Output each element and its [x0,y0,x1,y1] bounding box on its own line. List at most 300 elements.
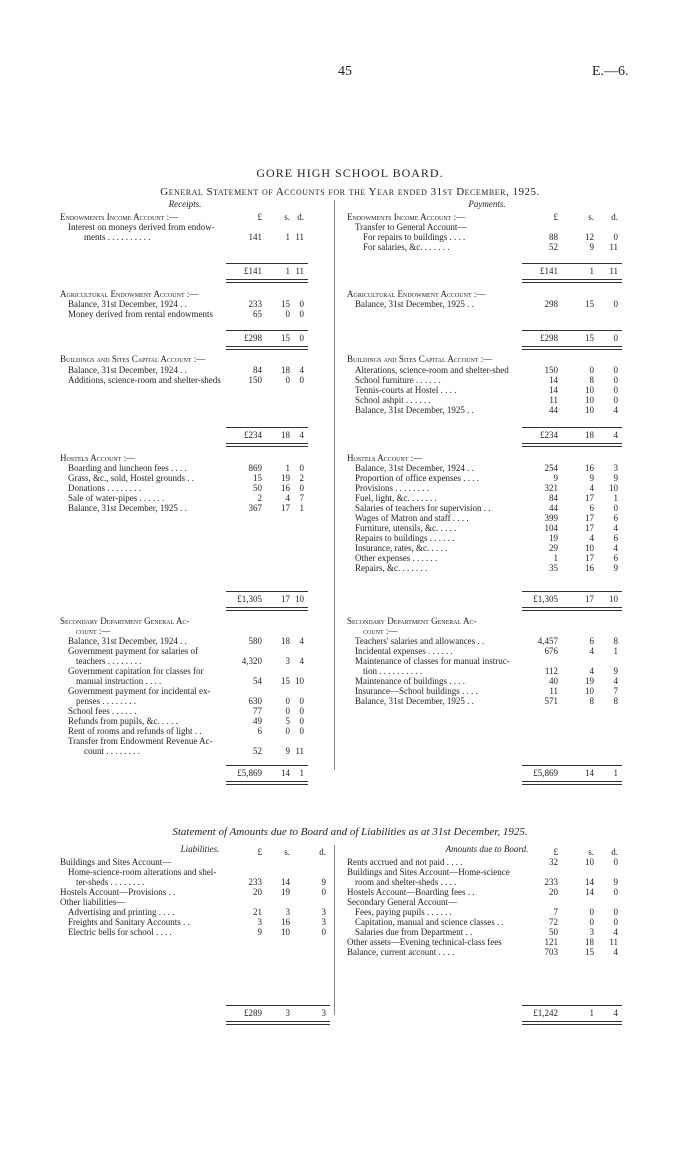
pence-value: 8 [613,696,618,706]
pence-value: 7 [613,686,618,696]
shillings-value: 0 [285,706,290,716]
pence-value: 10 [609,483,618,493]
pence-value: 0 [613,333,618,343]
line-item-label: Balance, 31st December, 1925 . . [355,300,474,309]
shillings-value: 9 [589,242,594,252]
shillings-value: 3 [285,1008,290,1018]
pounds-value: 29 [549,543,558,553]
pence-value: 1 [613,493,618,503]
line-item-label: Additions, science-room and shelter-sheds [68,376,221,385]
line-item-label: Salaries due from Department . . [355,928,473,937]
pence-value: 11 [609,242,618,252]
line-item-label: Advertising and printing . . . . [68,908,175,917]
total-rule [522,427,622,428]
pence-value: 1 [299,768,304,778]
line-item-label: Provisions . . . . . . . . [355,484,430,493]
line-item-label: Furniture, utensils, &c. . . . . [355,524,457,533]
pounds-value: 321 [544,483,558,493]
pounds-value: £5,869 [533,768,558,778]
shillings-value: 15 [585,947,594,957]
pence-value: 4 [613,523,618,533]
line-item-label: Boarding and luncheon fees . . . . [68,464,187,473]
pounds-value: 104 [544,523,558,533]
total-rule [226,591,308,592]
line-item-label: For repairs to buildings . . . . [363,233,466,242]
line-item-label: Donations . . . . . . . . [68,484,141,493]
column-divider [334,200,335,770]
shillings-value: 8 [589,375,594,385]
pounds-value: £1,305 [237,594,262,604]
total-double-rule [522,1021,622,1025]
line-item-label: Hostels Account—Boarding fees . . [347,888,475,897]
payments-heading: Payments. [468,199,506,209]
pence-value: 0 [299,333,304,343]
page-title: GORE HIGH SCHOOL BOARD. [256,166,444,180]
pence-value: 0 [299,716,304,726]
shillings-value: 1 [285,266,290,276]
pounds-value: 11 [549,395,558,405]
pence-value: 10 [609,594,618,604]
line-item-label: For salaries, &c. . . . . . . [363,243,450,252]
total-rule [522,1005,622,1006]
pounds-value: 6 [257,726,262,736]
liabilities-statement-title: Statement of Amounts due to Board and of Liabilities as at 31st December, 1925. [172,826,528,838]
pounds-value: 54 [253,676,262,686]
pounds-header: £ [257,212,262,222]
pence-value: 0 [613,857,618,867]
total-double-rule [226,781,308,785]
line-item-label: School fees . . . . . . [68,707,137,716]
line-item-label: Repairs to buildings . . . . . . [355,534,455,543]
line-item-label: Hostels Account—Provisions . . [60,888,176,897]
shillings-value: 14 [585,887,594,897]
pounds-value: 580 [248,636,262,646]
line-item-label: Tennis-courts at Hostel . . . . [355,386,457,395]
pounds-value: 35 [549,563,558,573]
pence-value: 11 [295,232,304,242]
line-item-label: Balance, 31st December, 1925 . . [68,504,187,513]
line-item-label: Government payment for incidental ex- [68,687,211,696]
pence-value: 11 [609,266,618,276]
line-item-label: Secondary Department General Ac- [347,617,477,626]
shillings-value: 1 [285,232,290,242]
line-item-label: penses . . . . . . . . [76,697,136,706]
pounds-value: 571 [544,696,558,706]
line-item-label: Maintenance of buildings . . . . [355,677,465,686]
pounds-value: 233 [248,299,262,309]
line-item-label: Hostels Account :— [60,454,136,463]
pence-value: 9 [613,666,618,676]
pence-value: 10 [295,594,304,604]
pounds-value: 44 [549,405,558,415]
shillings-value: 17 [585,513,594,523]
pence-value: 4 [613,430,618,440]
pence-value: 9 [321,877,326,887]
shillings-value: 0 [589,365,594,375]
line-item-label: Home-science-room alterations and shel- [68,868,217,877]
line-item-label: count :— [363,627,398,636]
shillings-value: 4 [589,483,594,493]
column-divider [334,845,335,1015]
line-item-label: Balance, 31st December, 1925 . . [355,697,474,706]
pence-header: d. [297,212,304,222]
line-item-label: Insurance, rates, &c. . . . . [355,544,448,553]
line-item-label: Buildings and Sites Account— [60,858,172,867]
shillings-value: 15 [585,333,594,343]
line-item-label: Balance, 31st December, 1924 . . [68,300,187,309]
line-item-label: Endowments Income Account :— [347,213,466,222]
line-item-label: count :— [76,627,111,636]
pounds-value: £298 [244,333,262,343]
shillings-value: 5 [285,716,290,726]
pounds-value: 40 [549,676,558,686]
shillings-value: 17 [585,553,594,563]
line-item-label: Other liabilities— [60,898,126,907]
pence-value: 0 [613,232,618,242]
total-rule [522,263,622,264]
pence-value: 0 [613,395,618,405]
pounds-value: £141 [540,266,558,276]
pence-value: 3 [321,907,326,917]
pence-value: 0 [299,463,304,473]
total-double-rule [522,781,622,785]
shillings-value: 16 [585,563,594,573]
amounts-due-heading: Amounts due to Board. [445,844,529,854]
line-item-label: ments . . . . . . . . . . [84,233,151,242]
line-item-label: count . . . . . . . . [84,747,140,756]
line-item-label: Government capitation for classes for [68,667,204,676]
pence-value: 0 [299,299,304,309]
line-item-label: Transfer to General Account— [355,223,467,232]
shillings-value: 3 [285,907,290,917]
pence-value: 4 [299,656,304,666]
shillings-value: 19 [281,887,290,897]
page-reference: E.—6. [592,64,629,79]
shillings-value: 8 [589,696,594,706]
shillings-value: 6 [589,636,594,646]
shillings-value: 1 [589,1008,594,1018]
pence-value: 8 [613,636,618,646]
shillings-value: 15 [585,299,594,309]
shillings-value: 17 [281,503,290,513]
total-rule [226,765,308,766]
line-item-label: Money derived from rental endowments [68,310,213,319]
pence-value: 11 [609,937,618,947]
line-item-label: Secondary General Account— [347,898,457,907]
liabilities-heading: Liabilities. [180,844,220,854]
pence-value: 0 [299,696,304,706]
shillings-value: 0 [285,375,290,385]
line-item-label: room and shelter-sheds . . . . [355,878,457,887]
pounds-value: £5,869 [237,768,262,778]
line-item-label: Grass, &c., sold, Hostel grounds . . [68,474,194,483]
line-item-label: Repairs, &c. . . . . . . [355,564,428,573]
pounds-value: 88 [549,232,558,242]
line-item-label: Interest on moneys derived from endow- [68,223,215,232]
pounds-value: 2 [257,493,262,503]
pence-value: 0 [613,385,618,395]
pounds-value: 233 [248,877,262,887]
shillings-value: 10 [281,927,290,937]
pounds-value: 254 [544,463,558,473]
shillings-header: s. [284,212,290,222]
shillings-value: 10 [585,395,594,405]
line-item-label: Salaries of teachers for supervision . . [355,504,491,513]
pence-value: 0 [321,927,326,937]
pence-value: 1 [613,646,618,656]
shillings-value: 18 [585,430,594,440]
total-rule [226,330,308,331]
total-double-rule [522,279,622,283]
receipts-heading: Receipts. [168,199,202,209]
pounds-value: £289 [244,1008,262,1018]
pence-value: 4 [299,365,304,375]
pence-value: 1 [299,503,304,513]
line-item-label: tion . . . . . . . . . . [363,667,423,676]
shillings-value: 0 [285,726,290,736]
line-item-label: Agricultural Endowment Account :— [60,290,199,299]
pounds-value: 65 [253,309,262,319]
pounds-value: 84 [253,365,262,375]
line-item-label: Rents accrued and not paid . . . . [347,858,463,867]
total-double-rule [226,346,308,350]
shillings-value: 14 [585,768,594,778]
total-double-rule [226,607,308,611]
shillings-value: 10 [585,686,594,696]
shillings-value: 18 [281,430,290,440]
pounds-value: 676 [544,646,558,656]
pence-value: 9 [613,473,618,483]
pence-value: 4 [613,543,618,553]
total-double-rule [226,443,308,447]
pence-value: 0 [321,887,326,897]
pence-value: 7 [299,493,304,503]
pounds-value: £234 [540,430,558,440]
total-double-rule [522,346,622,350]
shillings-header: s. [588,847,594,857]
pence-value: 6 [613,553,618,563]
line-item-label: Sale of water-pipes . . . . . . [68,494,165,503]
pounds-value: 15 [253,473,262,483]
pence-value: 4 [613,947,618,957]
total-rule [522,591,622,592]
pounds-header: £ [257,847,262,857]
line-item-label: Agricultural Endowment Account :— [347,290,486,299]
shillings-value: 18 [281,365,290,375]
shillings-value: 3 [589,927,594,937]
pounds-value: 112 [544,666,558,676]
pence-value: 10 [295,676,304,686]
line-item-label: Balance, 31st December, 1924 . . [68,637,187,646]
line-item-label: Hostels Account :— [347,454,423,463]
total-double-rule [522,443,622,447]
pounds-value: 32 [549,857,558,867]
pounds-value: 9 [553,473,558,483]
shillings-value: 16 [281,917,290,927]
pounds-value: 19 [549,533,558,543]
pence-value: 11 [295,266,304,276]
pounds-value: 7 [553,907,558,917]
pence-value: 0 [299,726,304,736]
shillings-value: 3 [285,656,290,666]
pence-value: 4 [613,405,618,415]
pence-value: 2 [299,473,304,483]
pounds-value: 14 [549,375,558,385]
pounds-value: 50 [549,927,558,937]
total-double-rule [522,607,622,611]
shillings-value: 1 [589,266,594,276]
line-item-label: Balance, 31st December, 1924 . . [355,464,474,473]
pounds-value: 20 [253,887,262,897]
shillings-value: 17 [585,594,594,604]
shillings-value: 4 [589,646,594,656]
shillings-value: 14 [281,768,290,778]
pounds-value: £234 [244,430,262,440]
pounds-value: 4,457 [537,636,558,646]
pence-value: 0 [613,299,618,309]
shillings-value: 9 [285,746,290,756]
pounds-value: £298 [540,333,558,343]
line-item-label: School furniture . . . . . . [355,376,441,385]
line-item-label: Fuel, light, &c. . . . . . . [355,494,437,503]
pounds-value: £141 [244,266,262,276]
pounds-value: 3 [257,917,262,927]
line-item-label: Refunds from pupils, &c. . . . . [68,717,178,726]
pounds-value: 9 [257,927,262,937]
pounds-value: 49 [253,716,262,726]
shillings-value: 9 [589,473,594,483]
pence-value: 3 [321,1008,326,1018]
pounds-value: 121 [544,937,558,947]
line-item-label: Teachers' salaries and allowances . . [355,637,485,646]
pounds-value: 141 [248,232,262,242]
line-item-label: Maintenance of classes for manual instruc- [355,657,510,666]
total-double-rule [226,1021,330,1025]
shillings-value: 19 [585,676,594,686]
pence-header: d. [319,847,326,857]
pence-value: 4 [613,676,618,686]
shillings-value: 17 [585,523,594,533]
shillings-value: 1 [285,463,290,473]
pounds-value: 399 [544,513,558,523]
shillings-value: 18 [585,937,594,947]
shillings-value: 0 [285,309,290,319]
shillings-value: 17 [281,594,290,604]
shillings-value: 6 [589,503,594,513]
line-item-label: Insurance—School buildings . . . . [355,687,478,696]
pence-value: 4 [613,1008,618,1018]
pence-header: d. [611,212,618,222]
line-item-label: Government payment for salaries of [68,647,198,656]
line-item-label: Incidental expenses . . . . . . [355,647,453,656]
shillings-value: 10 [585,405,594,415]
pence-value: 0 [299,309,304,319]
shillings-header: s. [588,212,594,222]
pence-value: 1 [613,768,618,778]
shillings-value: 15 [281,676,290,686]
pounds-value: 52 [549,242,558,252]
pounds-value: 703 [544,947,558,957]
pounds-header: £ [553,847,558,857]
pounds-value: 72 [549,917,558,927]
pence-value: 11 [295,746,304,756]
line-item-label: Wages of Matron and staff . . . . [355,514,469,523]
pounds-value: 150 [544,365,558,375]
line-item-label: Endowments Income Account :— [60,213,179,222]
pence-value: 4 [299,430,304,440]
line-item-label: ter-sheds . . . . . . . . [76,878,145,887]
pounds-value: 44 [549,503,558,513]
pence-value: 6 [613,533,618,543]
line-item-label: Buildings and Sites Capital Account :— [60,355,206,364]
pounds-value: 50 [253,483,262,493]
line-item-label: Buildings and Sites Account—Home-science [347,868,510,877]
shillings-value: 14 [585,877,594,887]
pounds-value: 150 [248,375,262,385]
shillings-value: 12 [585,232,594,242]
pounds-value: 367 [248,503,262,513]
pounds-header: £ [553,212,558,222]
total-rule [522,330,622,331]
shillings-value: 16 [281,483,290,493]
line-item-label: Balance, 31st December, 1925 . . [355,406,474,415]
shillings-value: 15 [281,299,290,309]
line-item-label: teachers . . . . . . . . [76,657,142,666]
pounds-value: 298 [544,299,558,309]
pence-value: 3 [321,917,326,927]
pence-value: 0 [299,375,304,385]
pounds-value: 84 [549,493,558,503]
total-double-rule [226,279,308,283]
line-item-label: manual instruction . . . . [76,677,162,686]
line-item-label: Electric bells for school . . . . [68,928,172,937]
pence-value: 0 [613,503,618,513]
pounds-value: £1,305 [533,594,558,604]
pounds-value: 14 [549,385,558,395]
pounds-value: 21 [253,907,262,917]
pounds-value: 77 [253,706,262,716]
shillings-value: 4 [589,533,594,543]
shillings-value: 0 [589,917,594,927]
line-item-label: Alterations, science-room and shelter-shed [355,366,509,375]
shillings-value: 15 [281,333,290,343]
line-item-label: Other assets—Evening technical-class fees [347,938,502,947]
pence-value: 0 [613,887,618,897]
line-item-label: Transfer from Endowment Revenue Ac- [68,737,213,746]
pence-header: d. [611,847,618,857]
shillings-value: 14 [281,877,290,887]
shillings-value: 10 [585,857,594,867]
line-item-label: Other expenses . . . . . . [355,554,438,563]
statement-subtitle: General Statement of Accounts for the Year ended 31st December, 1925. [160,186,540,198]
pounds-value: 11 [549,686,558,696]
shillings-value: 4 [589,666,594,676]
pence-value: 0 [613,365,618,375]
pence-value: 9 [613,563,618,573]
page-number: 45 [338,64,352,79]
pence-value: 0 [299,483,304,493]
line-item-label: Freights and Sanitary Accounts . . [68,918,190,927]
shillings-value: 16 [585,463,594,473]
line-item-label: Buildings and Sites Capital Account :— [347,355,493,364]
pounds-value: 869 [248,463,262,473]
total-rule [226,1005,330,1006]
pence-value: 4 [613,927,618,937]
line-item-label: Proportion of office expenses . . . . [355,474,480,483]
pence-value: 6 [613,513,618,523]
shillings-value: 10 [585,543,594,553]
pounds-value: 52 [253,746,262,756]
